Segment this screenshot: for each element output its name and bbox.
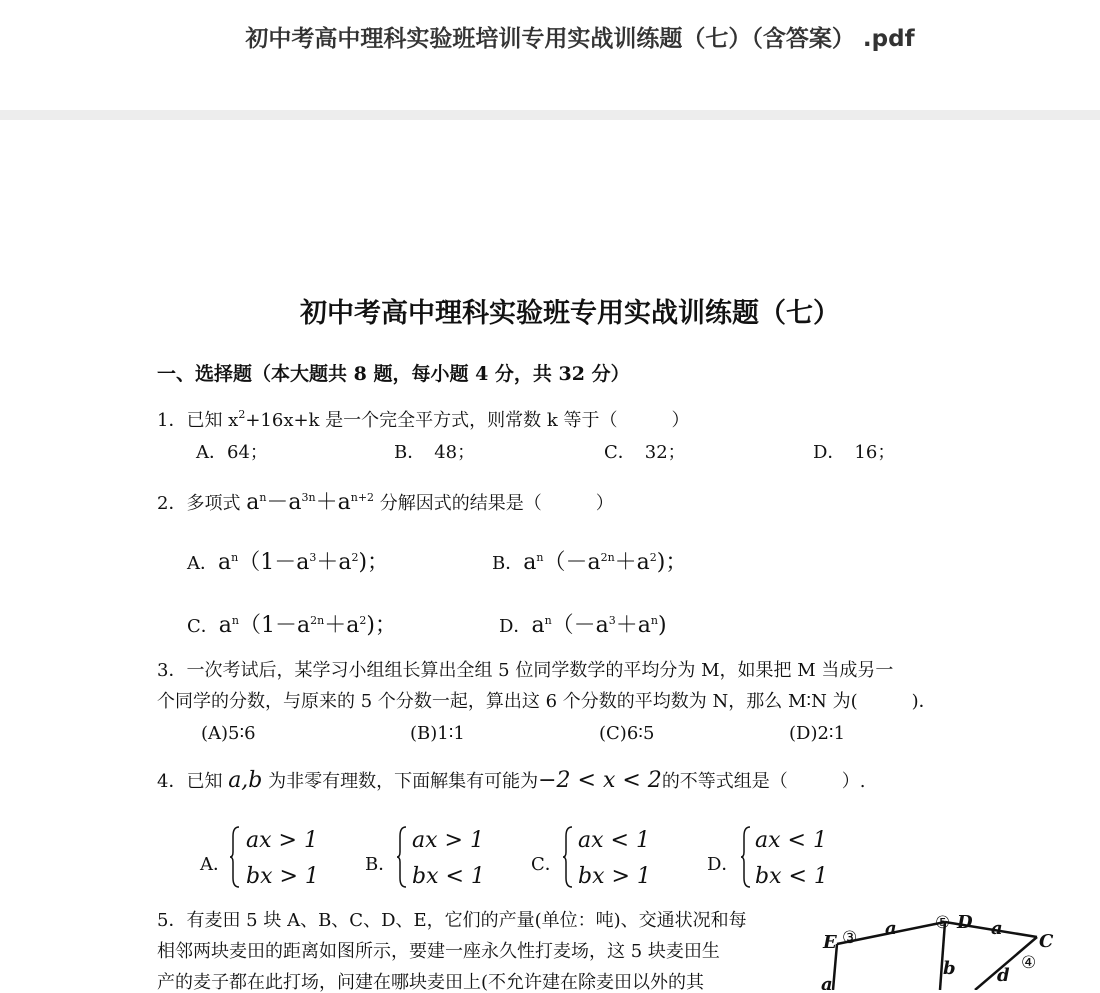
q2-option-a-label: A． [187,553,218,574]
q4-stem-mid: 为非零有理数，下面解集有可能为 [262,771,539,792]
question-5-line-2: 相邻两块麦田的距离如图所示，要建一座永久性打麦场，这 5 块麦田生 [157,941,720,962]
q1-option-a: A．64； [196,442,268,463]
label-ed-distance: a [885,918,897,939]
q4-option-c-row-2: bx > 1 [578,864,651,889]
label-e: E [823,932,837,953]
label-ea-distance: a [821,974,833,990]
paper-title: 初中考高中理科实验班专用实战训练题（七） [300,298,840,329]
q2-option-c-label: C． [187,616,219,637]
label-cb-distance: d [997,965,1010,986]
label-d: D [957,912,973,933]
field-map-diagram [815,900,1065,990]
label-c-yield: ④ [1021,953,1037,973]
question-2-stem: 2．多项式 $a^n-a^{3n}+a^{n+2}$ 分解因式的结果是（ ） [157,490,614,515]
q1-option-d: D． 16； [813,442,896,463]
q4-option-d-row-1: ax < 1 [755,828,827,853]
brace-icon [563,826,573,888]
q2-stem-pre: 2．多项式 [157,493,247,514]
question-1-stem [157,408,690,431]
q4-option-c-row-1: ax < 1 [578,828,650,853]
pdf-page [0,120,1100,993]
q2-option-c: C．$a^n(1-a^{2n}+a^2)$； [187,613,397,638]
question-3-line-1: 3．一次考试后，某学习小组组长算出全组 5 位同学数学的平均分为 M，如果把 M 当成另一 [157,660,894,681]
q2-option-d-label: D． [499,616,532,637]
q3-option-d: (D)2∶1 [789,723,846,744]
q1-option-b: B． 48； [394,442,476,463]
q4-option-d-label: D． [707,854,740,875]
question-5-line-3: 产的麦子都在此打场，问建在哪块麦田上(不允许建在除麦田以外的其 [157,972,705,993]
q2-option-b: B．$a^n(-a^{2n}+a^2)$； [492,550,688,575]
q4-variables: a,b [228,768,263,793]
label-d-yield: ⑤ [935,913,951,933]
label-dc-distance: a [991,918,1003,939]
q2-option-a: A．$a^n(1-a^3+a^2)$； [187,550,390,575]
q1-stem-pre: 1．已知 x [157,410,239,431]
q4-option-d-row-2: bx < 1 [755,864,828,889]
question-3-line-2: 个同学的分数，与原来的 5 个分数一起，算出这 6 个分数的平均数为 N，那么 M∶N 为( )． [157,691,937,712]
q4-option-a-row-1: ax > 1 [246,828,318,853]
brace-icon [397,826,407,888]
label-db-distance: b [943,958,956,979]
label-e-yield: ③ [842,928,858,948]
q2-option-b-label: B． [492,553,524,574]
q1-option-c: C． 32； [604,442,686,463]
q4-option-b-row-2: bx < 1 [412,864,485,889]
viewer-header [0,0,1100,120]
q4-option-b-row-1: ax > 1 [412,828,484,853]
q4-option-b-label: B． [365,854,397,875]
brace-icon [230,826,240,888]
q4-option-a-row-2: bx > 1 [246,864,319,889]
q2-stem-tail: 分解因式的结果是（ ） [374,493,614,514]
question-4-stem [157,770,866,792]
q4-stem-post: 的不等式组是（ ）. [661,771,866,792]
document-title[interactable]: 初中考高中理科实验班培训专用实战训练题（七）（含答案） .pdf [245,26,915,52]
q3-option-b: (B)1∶1 [410,723,465,744]
q4-option-c-label: C． [531,854,563,875]
q3-option-c: (C)6∶5 [599,723,655,744]
brace-icon [741,826,751,888]
q1-stem-post: +16x+k 是一个完全平方式，则常数 k 等于（ ） [245,410,690,431]
q4-inequality: −2 < x < 2 [538,768,662,793]
question-5-line-1: 5．有麦田 5 块 A、B、C、D、E，它们的产量(单位：吨)、交通状况和每 [157,910,747,931]
q2-option-d: D．$a^n(-a^3+a^n)$ [499,613,667,638]
q1-exponent: 2 [238,408,246,421]
section-heading: 一、选择题（本大题共 8 题，每小题 4 分，共 32 分） [157,363,630,385]
q4-stem-pre: 4．已知 [157,771,229,792]
q4-option-a-label: A． [200,854,231,875]
label-c: C [1039,931,1054,952]
q3-option-a: (A)5∶6 [201,723,256,744]
